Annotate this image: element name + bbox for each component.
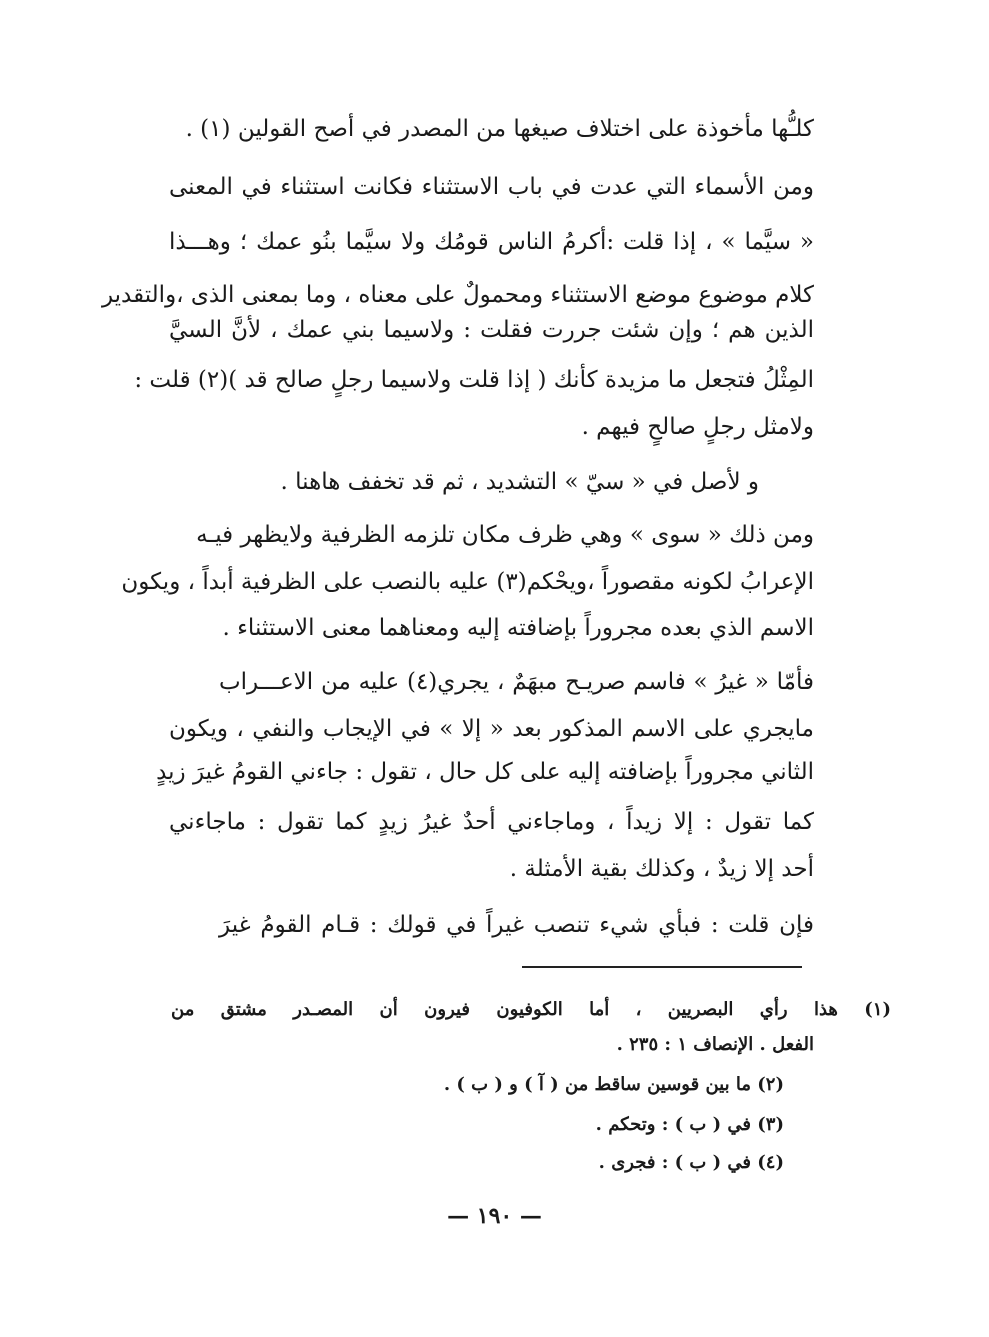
- body-line-17: فإن قلت : فبأي شيء تنصب غيراً في قولك : قـام القومُ غيرَ: [219, 912, 814, 938]
- body-line-8: و لأصل في « سيّ » التشديد ، ثم قد تخفف هاهنا .: [280, 469, 759, 495]
- body-line-3: « سيَّما » ، إذا قلت :أكرمُ الناس قومُك ولا سيَّما بنُو عمك ؛ وهـــذا: [169, 229, 814, 255]
- footnote-line-3: (٢) ما بين قوسين ساقط من ( آ ) و ( ب ) .: [443, 1074, 784, 1095]
- footnote-line-4: (٣) في ( ب ) : وتحكم .: [595, 1114, 784, 1135]
- body-line-15: كما تقول : إلا زيداً ، وماجاءني أحدٌ غيرُ زيدٍ كما تقول : ماجاءني: [169, 809, 814, 835]
- body-line-2: ومن الأسماء التي عدت في باب الاستثناء فكانت استثناء في المعنى: [169, 174, 814, 200]
- body-line-7: ولامثل رجلٍ صالحٍ فيهم .: [581, 414, 814, 440]
- footnote-line-5: (٤) في ( ب ) : فجرى .: [598, 1152, 784, 1173]
- body-line-11: الاسم الذي بعده مجروراً بإضافته إليه ومعناهما معنى الاستثناء .: [222, 615, 814, 641]
- body-line-16: أحد إلا زيدٌ ، وكذلك بقية الأمثلة .: [509, 856, 814, 882]
- body-line-12: فأمّا « غيرُ » فاسم صريـح مبهَمٌ ، يجري(٤) عليه من الاعـــراب: [219, 669, 814, 695]
- body-line-4: كلام موضوع موضع الاستثناء ومحمولٌ على معناه ، وما بمعنى الذى ،والتقدير: [101, 282, 814, 308]
- body-line-13: مايجري على الاسم المذكور بعد « إلا » في الإيجاب والنفي ، ويكون: [169, 716, 814, 742]
- body-line-6: المِثْلُ فتجعل ما مزيدة كأنك ( إذا قلت ولاسيما رجلٍ صالح قد )(٢) قلت :: [134, 367, 814, 393]
- body-line-1: كلـُّها مأخوذة على اختلاف صيغها من المصدر في أصح القولين (١) .: [185, 116, 814, 142]
- footnote-separator: [522, 966, 802, 968]
- body-line-10: الإعرابُ لكونه مقصوراً ،ويحْكم(٣) عليه بالنصب على الظرفية أبداً ، ويكون: [121, 569, 814, 595]
- footnote-line-2: الفعل . الإنصاف ١ : ٢٣٥ .: [616, 1034, 814, 1055]
- body-line-9: ومن ذلك « سوى » وهي ظرف مكان تلزمه الظرفية ولايظهر فيـه: [196, 522, 814, 548]
- body-line-5: الذين هم ؛ وإن شئت جررت فقلت : ولاسيما بني عمك ، لأنَّ السيَّ: [169, 317, 814, 343]
- body-line-14: الثاني مجروراً بإضافته إليه على كل حال ، تقول : جاءني القومُ غيرَ زيدٍ: [156, 759, 814, 785]
- footnote-line-1: (١) هذا رأي البصريين ، أما الكوفيون فيرون أن المصـدر مشتق من: [171, 999, 891, 1020]
- page-number: — ١٩٠ —: [447, 1203, 542, 1229]
